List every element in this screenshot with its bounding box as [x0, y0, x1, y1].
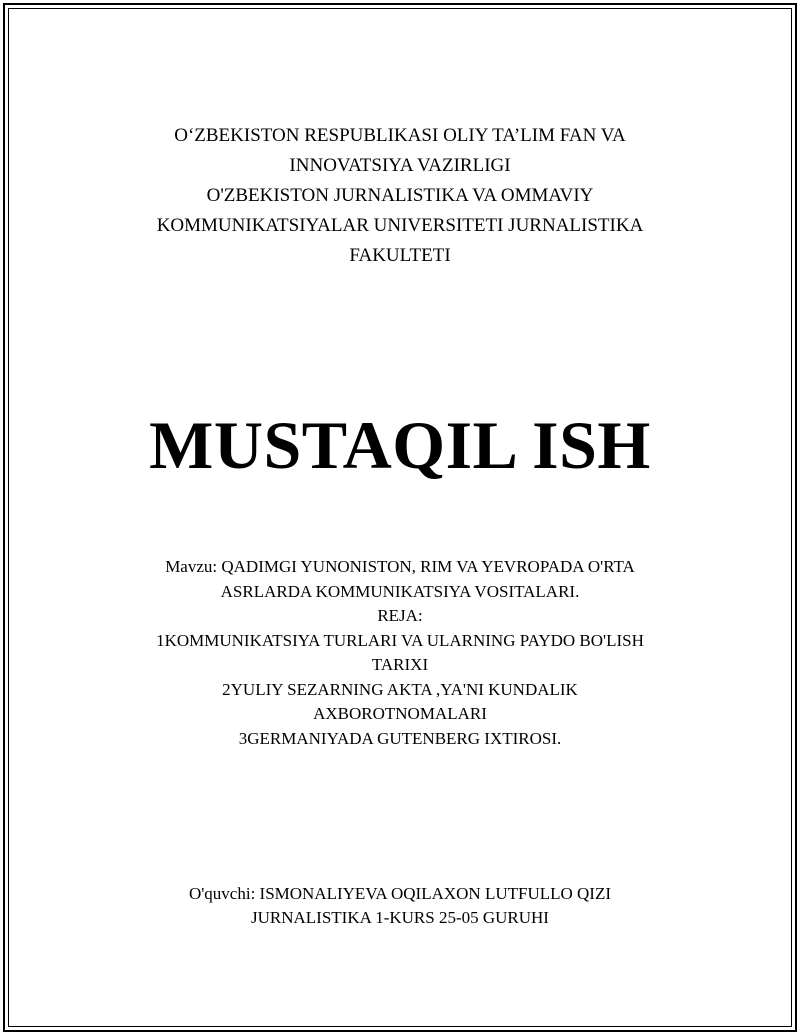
student-info: [0, 882, 800, 930]
student-name: O'quvchi: ISMONALIYEVA OQILAXON LUTFULLO QIZI: [188, 884, 612, 903]
topic-line: Mavzu: QADIMGI YUNONISTON, RIM VA YEVROPADA O'RTA: [165, 557, 635, 576]
header-line: KOMMUNIKATSIYALAR UNIVERSITETI JURNALISTIKA: [156, 215, 644, 236]
header-line: O‘ZBEKISTON RESPUBLIKASI OLIY TA’LIM FAN VA: [174, 125, 626, 146]
header-line: FAKULTETI: [349, 245, 451, 266]
student-group: JURNALISTIKA 1-KURS 25-05 GURUHI: [251, 908, 549, 927]
plan-item: 2YULIY SEZARNING AKTA ,YA'NI KUNDALIK: [222, 679, 578, 699]
topic-and-plan: [0, 555, 800, 751]
topic-line: ASRLARDA KOMMUNIKATSIYA VOSITALARI.: [220, 581, 580, 601]
plan-heading: REJA:: [377, 606, 423, 625]
plan-item: 1KOMMUNIKATSIYA TURLARI VA ULARNING PAYDO BO'LISH: [156, 630, 644, 650]
plan-item: AXBOROTNOMALARI: [313, 704, 487, 723]
header-line: INNOVATSIYA VAZIRLIGI: [289, 155, 511, 176]
header-line: O'ZBEKISTON JURNALISTIKA VA OMMAVIY: [206, 185, 594, 206]
document-title: MUSTAQIL ISH: [149, 407, 651, 483]
plan-item: TARIXI: [371, 655, 429, 674]
institution-header: [0, 121, 800, 271]
plan-item: 3GERMANIYADA GUTENBERG IXTIROSI.: [238, 728, 562, 748]
